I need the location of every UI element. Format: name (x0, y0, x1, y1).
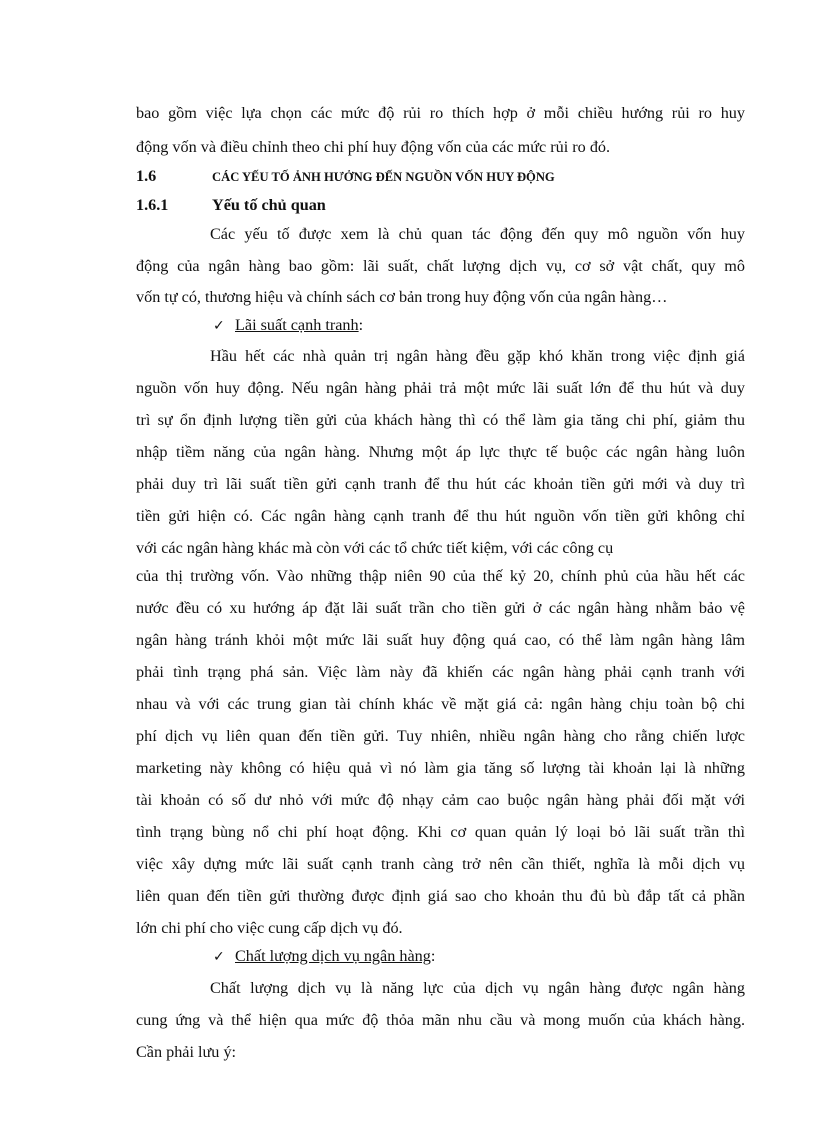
paragraph-interest-line: với các ngân hàng khác mà còn với các tổ chức tiết kiệm, với các công cụ (136, 539, 614, 557)
subsection-title: Yếu tố chủ quan (212, 196, 326, 214)
paragraph-interest-line: phí dịch vụ liên quan đến tiền gửi. Tuy nhiên, nhiều ngân hàng cho rằng chiến lược (136, 727, 745, 745)
section-title: CÁC YẾU TỐ ẢNH HƯỞNG ĐẾN NGUỒN VỐN HUY ĐỘNG (212, 170, 555, 184)
bullet-quality-label: Chất lượng dịch vụ ngân hàng (235, 947, 431, 965)
paragraph-interest-line: ngân hàng tránh khỏi một mức lãi suất huy động quá cao, có thể làm ngân hàng lâm (136, 631, 745, 649)
paragraph-quality-line: Chất lượng dịch vụ là năng lực của dịch vụ ngân hàng được ngân hàng (210, 979, 745, 997)
section-number: 1.6 (136, 167, 157, 185)
paragraph-intro-line: động vốn và điều chỉnh theo chi phí huy động vốn của các mức rủi ro đó. (136, 138, 611, 156)
paragraph-interest-line: lớn chi phí cho việc cung cấp dịch vụ đó. (136, 919, 403, 937)
paragraph-interest-line: Hầu hết các nhà quản trị ngân hàng đều gặp khó khăn trong việc định giá (210, 347, 745, 365)
paragraph-interest-line: tài khoản có số dư nhỏ với mức độ nhạy cảm cao buộc ngân hàng phải đối mặt với (136, 791, 745, 809)
bullet-interest-label: Lãi suất cạnh tranh (235, 316, 359, 334)
subsection-number: 1.6.1 (136, 196, 169, 214)
paragraph-quality-line: Cần phải lưu ý: (136, 1043, 237, 1061)
paragraph-interest-line: tình trạng bùng nổ chi phí hoạt động. Khi cơ quan quản lý loại bỏ lãi suất trần thì (136, 823, 745, 841)
paragraph-interest-line: nước đều có xu hướng áp đặt lãi suất trần cho tiền gửi ở các ngân hàng nhằm bảo vệ (136, 599, 745, 617)
bullet-interest-suffix: : (358, 316, 364, 334)
check-icon: ✓ (213, 949, 225, 965)
paragraph-subjective-line: Các yếu tố được xem là chủ quan tác động đến quy mô nguồn vốn huy (210, 225, 745, 243)
paragraph-interest-line: tiền gửi hiện có. Các ngân hàng cạnh tranh để thu hút nguồn vốn tiền gửi không chỉ (136, 507, 745, 525)
paragraph-quality-line: cung ứng và thể hiện qua mức độ thỏa mãn nhu cầu và mong muốn của khách hàng. (136, 1011, 745, 1029)
check-icon: ✓ (213, 318, 225, 334)
paragraph-interest-line: phải tình trạng phá sản. Việc làm này đã khiến các ngân hàng phải cạnh tranh với (136, 663, 745, 681)
paragraph-intro-line: bao gồm việc lựa chọn các mức độ rủi ro thích hợp ở mỗi chiều hướng rủi ro huy (136, 104, 745, 122)
paragraph-interest-line: liên quan đến tiền gửi thường được định giá sao cho khoản thu đủ bù đắp tất cả phần (136, 887, 745, 905)
bullet-interest-rate (213, 315, 363, 336)
paragraph-subjective-line: động của ngân hàng bao gồm: lãi suất, chất lượng dịch vụ, cơ sở vật chất, quy mô (136, 257, 745, 275)
paragraph-interest-line: phải duy trì lãi suất tiền gửi cạnh tranh để thu hút các khoản tiền gửi mới và duy trì (136, 475, 745, 493)
bullet-quality-suffix: : (430, 947, 436, 965)
paragraph-interest-line: trì sự ổn định lượng tiền gửi của khách hàng thì có thể làm gia tăng chi phí, giảm thu (136, 411, 745, 429)
paragraph-interest-line: của thị trường vốn. Vào những thập niên 90 của thế kỷ 20, chính phủ của hầu hết các (136, 567, 745, 585)
paragraph-interest-line: nhập tiềm năng của ngân hàng. Nhưng một áp lực thực tế buộc các ngân hàng luôn (136, 443, 745, 461)
paragraph-interest-line: nhau và với các trung gian tài chính khác về mặt giá cả: ngân hàng chịu toàn bộ chi (136, 695, 745, 713)
bullet-service-quality (213, 946, 435, 967)
paragraph-interest-line: nguồn vốn huy động. Nếu ngân hàng phải trả một mức lãi suất lớn để thu hút và duy (136, 379, 745, 397)
paragraph-interest-line: việc xây dựng mức lãi suất cạnh tranh càng trở nên cần thiết, nghĩa là mỗi dịch vụ (136, 855, 745, 873)
paragraph-interest-line: marketing này không có hiệu quả vì nó làm gia tăng số lượng tài khoản lại là những (136, 759, 745, 777)
paragraph-subjective-line: vốn tự có, thương hiệu và chính sách cơ bản trong huy động vốn của ngân hàng… (136, 288, 668, 306)
